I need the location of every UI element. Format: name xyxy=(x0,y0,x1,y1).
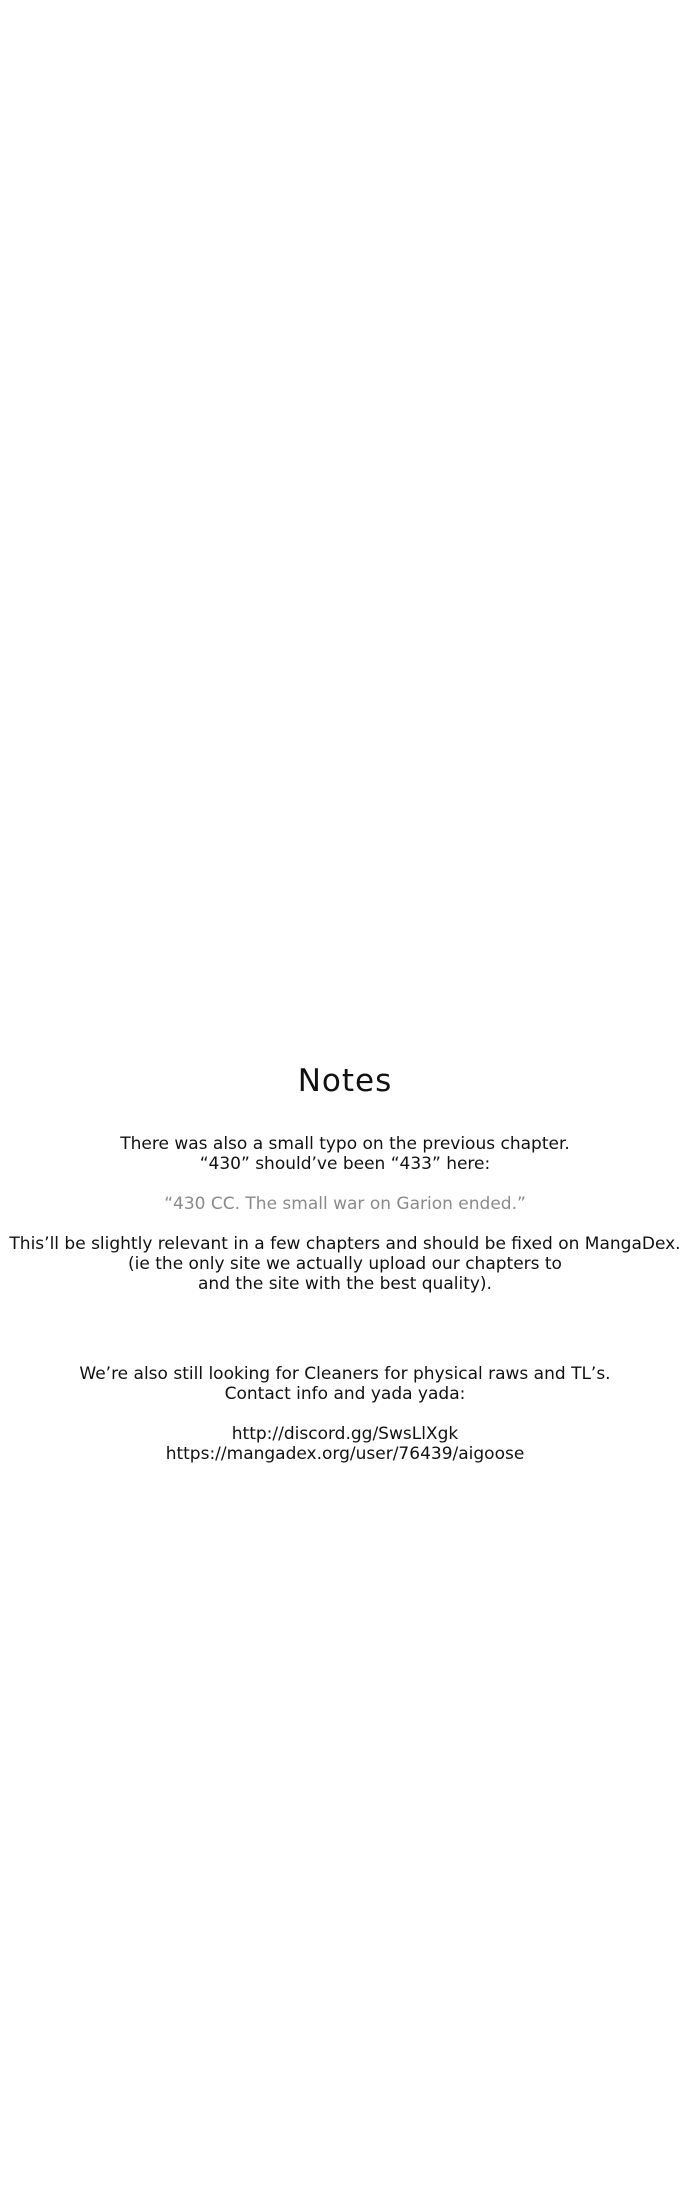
typo-notice xyxy=(0,1134,690,1294)
discord-link: http://discord.gg/SwsLlXgk xyxy=(231,1424,459,1444)
mangadex-link: https://mangadex.org/user/76439/aigoose xyxy=(165,1444,525,1464)
recruitment-notice xyxy=(0,1364,690,1464)
typo-line-2: “430” should’ve been “433” here: xyxy=(199,1154,491,1174)
spacer xyxy=(0,1404,690,1424)
relevance-line-2: (ie the only site we actually upload our chapters to xyxy=(128,1254,562,1274)
quoted-text: “430 CC. The small war on Garion ended.” xyxy=(164,1194,526,1214)
spacer xyxy=(0,1174,690,1194)
notes-title: Notes xyxy=(297,1063,393,1099)
recruit-line-1: We’re also still looking for Cleaners for physical raws and TL’s. xyxy=(79,1364,611,1384)
spacer xyxy=(0,1214,690,1234)
typo-line-1: There was also a small typo on the previous chapter. xyxy=(120,1134,570,1154)
relevance-line-1: This’ll be slightly relevant in a few chapters and should be fixed on MangaDex. xyxy=(9,1234,681,1254)
relevance-line-3: and the site with the best quality). xyxy=(198,1274,492,1294)
recruit-line-2: Contact info and yada yada: xyxy=(224,1384,466,1404)
